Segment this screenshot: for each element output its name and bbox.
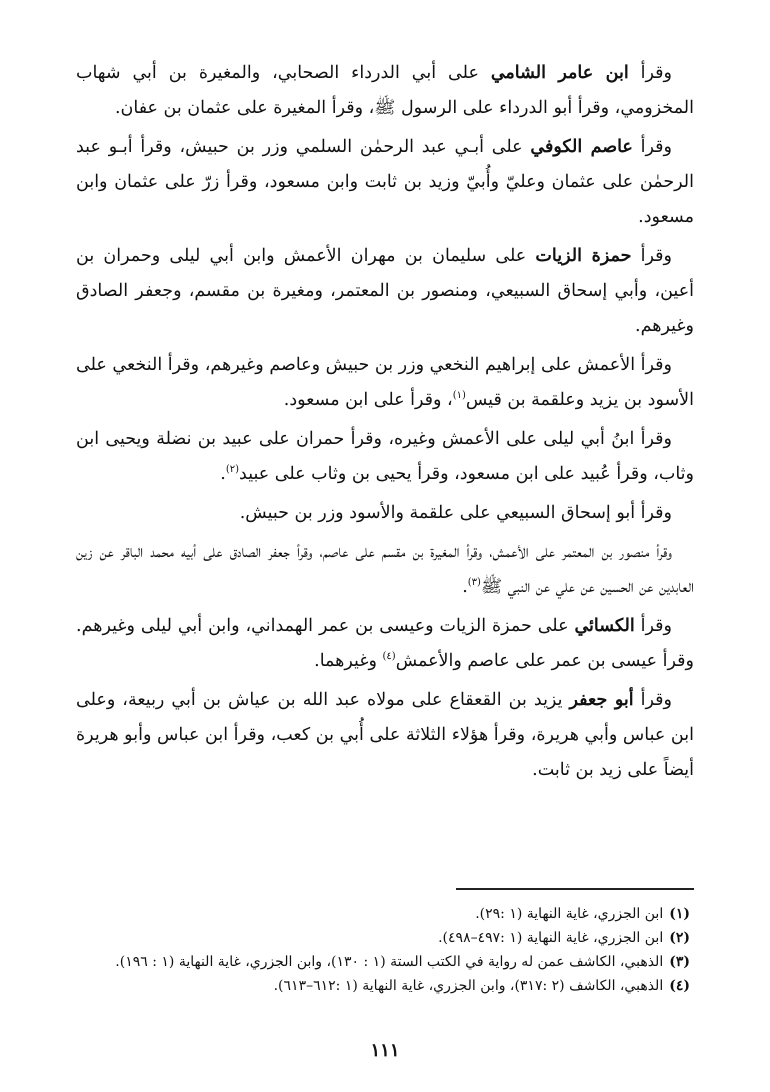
reciter-name: ابن عامر الشامي (490, 63, 629, 83)
page-number: ١١١ (370, 1040, 400, 1061)
footnote-number: (١) (669, 906, 690, 922)
footnote-ref[interactable]: (١) (452, 390, 466, 402)
main-text (76, 56, 694, 792)
paragraph: وقرأ ابن عامر الشامي على أبي الدرداء الصحابي، والمغيرة بن أبي شهاب المخزومي، وقرأ أبو الدرداء على الرسول ﷺ، وقرأ المغيرة على عثمان بن عفان. (76, 63, 694, 118)
paragraph: وقرأ الكسائي على حمزة الزيات وعيسى بن عمر الهمداني، وابن أبي ليلى وغيرهم. وقرأ عيسى بن عمر على عاصم والأعمش$^{(٤)}$ وغيرهما. (76, 616, 694, 671)
footnote-number: (٢) (669, 930, 690, 946)
footnote-ref[interactable]: (٣) (467, 577, 481, 589)
footnote (76, 902, 690, 926)
footnote (76, 974, 690, 998)
paragraph: وقرأ عاصم الكوفي على أبـي عبد الرحمٰن السلمي وزر بن حبيش، وقرأ أبـو عبد الرحمٰن على عثمان وعليّ وأُبيّ وزيد بن ثابت وابن مسعود، وقرأ زرّ على عثمان وابن مسعود. (76, 137, 694, 227)
paragraph: وقرأ ابنُ أبي ليلى على الأعمش وغيره، وقرأ حمران على عبيد بن نضلة ويحيى ابن وثاب، وقرأ عُبيد على ابن مسعود، وقرأ يحيى بن وثاب على عبيد$^{(٢)}$. (76, 429, 694, 484)
reciter-name: أبو جعفر (569, 690, 634, 710)
paragraph: وقرأ حمزة الزيات على سليمان بن مهران الأعمش وابن أبي ليلى وحمران بن أعين، وأبي إسحاق السبيعي، ومنصور بن المعتمر، ومغيرة بن مقسم، وجعفر الصادق وغيرهم. (76, 246, 694, 336)
footnote-text: ابن الجزري، غاية النهاية (١ :٢٩). (475, 906, 664, 922)
footnote-text: الذهبي، الكاشف (٢ :٣١٧)، وابن الجزري، غاية النهاية (١ :٦١٢–٦١٣). (273, 978, 664, 994)
paragraph: وقرأ منصور بن المعتمر على الأعمش، وقرأ المغيرة بن مقسم على عاصم، وقرأ جعفر الصادق على أبيه محمد الباقر عن زين العابدين عن الحسين عن علي عن النبي ﷺ$^{(٣)}$. (76, 542, 694, 597)
footnote-ref[interactable]: (٤) (382, 651, 396, 663)
footnote-number: (٣) (669, 954, 690, 970)
paragraph: وقرأ أبو جعفر يزيد بن القعقاع على مولاه عبد الله بن عياش بن أبي ربيعة، وعلى ابن عباس وأبي هريرة، وقرأ هؤلاء الثلاثة على أُبي بن كعب، وقرأ ابن عباس وأبو هريرة أيضاً على زيد بن ثابت. (76, 690, 694, 780)
footnote-text: الذهبي، الكاشف عمن له رواية في الكتب الستة (١ : ١٣٠)، وابن الجزري، غاية النهاية (١ : ١٩٦). (115, 954, 664, 970)
paragraph: وقرأ الأعمش على إبراهيم النخعي وزر بن حبيش وعاصم وغيرهم، وقرأ النخعي على الأسود بن يزيد وعلقمة بن قيس$^{(١)}$، وقرأ على ابن مسعود. (76, 355, 694, 410)
reciter-name: عاصم الكوفي (530, 137, 633, 157)
reciter-name: حمزة الزيات (535, 246, 632, 266)
footnote-number: (٤) (669, 978, 690, 994)
footnote-text: ابن الجزري، غاية النهاية (١ :٤٩٧–٤٩٨). (438, 930, 664, 946)
footnote-separator (456, 888, 694, 890)
footnotes (76, 902, 690, 998)
footnote (76, 950, 690, 974)
footnote-ref[interactable]: (٢) (225, 464, 240, 476)
footnote (76, 926, 690, 950)
paragraph: وقرأ أبو إسحاق السبيعي على علقمة والأسود وزر بن حبيش. (239, 503, 672, 523)
reciter-name: الكسائي (574, 616, 635, 636)
